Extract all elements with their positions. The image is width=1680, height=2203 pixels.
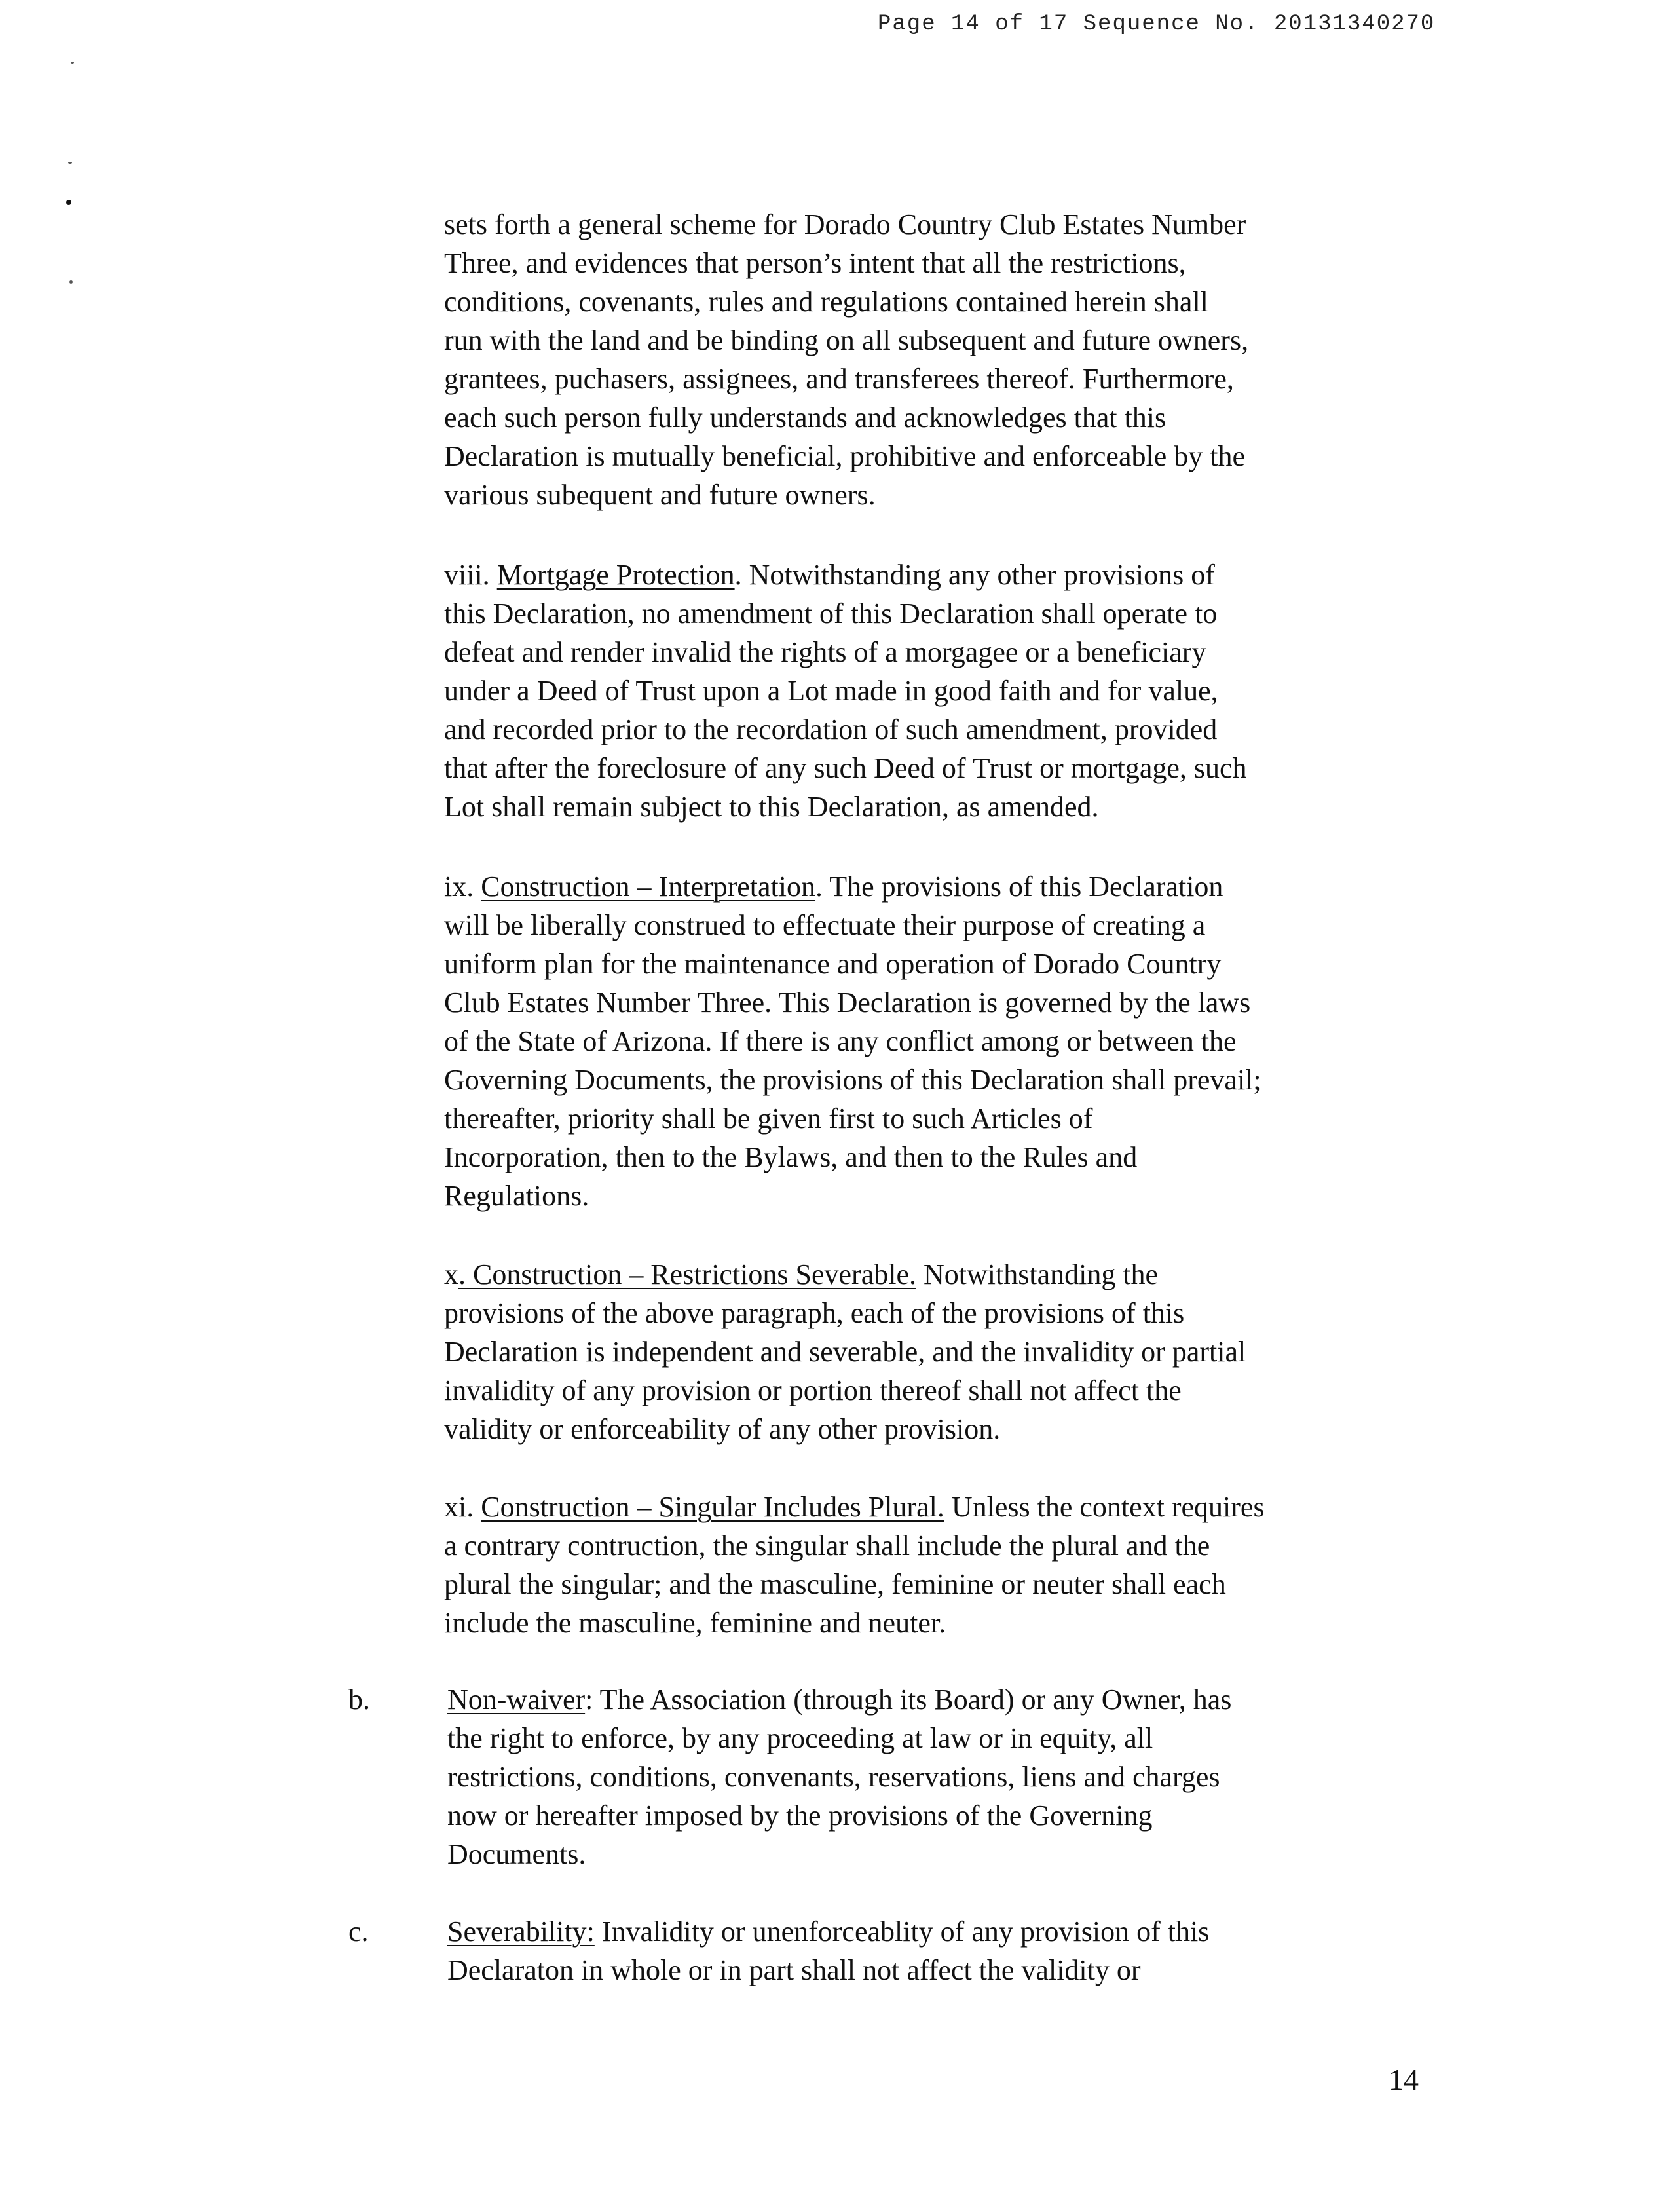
section-number: viii.	[444, 559, 497, 591]
text-line: provisions of the above paragraph, each of the provisions of this	[444, 1297, 1185, 1329]
scan-speck	[68, 162, 72, 164]
text-line: now or hereafter imposed by the provisions of the Governing	[447, 1799, 1153, 1832]
text-line	[444, 555, 1453, 594]
text-line: restrictions, conditions, convenants, reservations, liens and charges	[447, 1761, 1220, 1793]
section-viii-mortgage-protection	[444, 555, 1453, 826]
section-text: . Notwithstanding any other provisions of	[734, 559, 1215, 591]
scan-speck	[66, 200, 71, 205]
text-line: Regulations.	[444, 1180, 589, 1212]
section-heading: Construction – Singular Includes Plural.	[481, 1491, 944, 1523]
text-line	[444, 1488, 1453, 1526]
scan-speck	[69, 280, 73, 284]
section-text: Notwithstanding the	[916, 1258, 1159, 1290]
item-letter-c: c.	[348, 1915, 369, 1948]
text-line: run with the land and be binding on all subsequent and future owners,	[444, 324, 1249, 356]
text-line: grantees, puchasers, assignees, and transferees thereof. Furthermore,	[444, 363, 1234, 395]
item-letter-b: b.	[348, 1684, 370, 1716]
text-line: conditions, covenants, rules and regulations contained herein shall	[444, 286, 1208, 318]
section-text: : The Association (through its Board) or any Owner, has	[585, 1684, 1232, 1716]
text-line: a contrary contruction, the singular shall include the plural and the	[444, 1530, 1210, 1562]
text-line: thereafter, priority shall be given first to such Articles of	[444, 1102, 1093, 1135]
section-text: Unless the context requires	[944, 1491, 1265, 1523]
section-ix-construction-interpretation	[444, 867, 1453, 1215]
text-line: Declaraton in whole or in part shall not affect the validity or	[447, 1954, 1141, 1986]
text-line: various subequent and future owners.	[444, 479, 876, 511]
text-line: Three, and evidences that person’s intent that all the restrictions,	[444, 247, 1186, 279]
text-line: under a Deed of Trust upon a Lot made in good faith and for value,	[444, 675, 1218, 707]
text-line	[447, 1680, 1456, 1719]
text-line: Governing Documents, the provisions of this Declaration shall prevail;	[444, 1064, 1261, 1096]
text-line: of the State of Arizona. If there is any conflict among or between the	[444, 1025, 1237, 1057]
text-line: validity or enforceability of any other provision.	[444, 1413, 1001, 1445]
text-line: sets forth a general scheme for Dorado Country Club Estates Number	[444, 208, 1246, 240]
page-sequence-header: Page 14 of 17 Sequence No. 20131340270	[878, 12, 1436, 37]
text-line: invalidity of any provision or portion thereof shall not affect the	[444, 1374, 1182, 1406]
text-line: Declaration is mutually beneficial, prohibitive and enforceable by the	[444, 440, 1245, 472]
text-line	[447, 1912, 1456, 1951]
text-line: Declaration is independent and severable, and the invalidity or partial	[444, 1336, 1246, 1368]
text-line	[444, 867, 1453, 906]
text-line: that after the foreclosure of any such Deed of Trust or mortgage, such	[444, 752, 1247, 784]
text-line: Documents.	[447, 1838, 586, 1870]
text-line	[444, 1255, 1453, 1294]
text-line: the right to enforce, by any proceeding at law or in equity, all	[447, 1722, 1153, 1754]
section-xi-singular-includes-plural	[444, 1488, 1453, 1642]
section-number: xi.	[444, 1491, 481, 1523]
text-line: Incorporation, then to the Bylaws, and then to the Rules and	[444, 1141, 1138, 1173]
paragraph-continuation	[444, 205, 1453, 514]
section-number: ix.	[444, 871, 481, 903]
text-line: plural the singular; and the masculine, feminine or neuter shall each	[444, 1568, 1226, 1600]
section-text: . The provisions of this Declaration	[815, 871, 1223, 903]
section-text: Invalidity or unenforceablity of any provision of this	[594, 1915, 1210, 1948]
section-heading: Mortgage Protection	[496, 559, 735, 591]
text-line: each such person fully understands and acknowledges that this	[444, 402, 1167, 434]
text-line: defeat and render invalid the rights of a morgagee or a beneficiary	[444, 636, 1206, 668]
section-heading: Severability:	[447, 1915, 595, 1948]
page-number: 14	[1389, 2063, 1419, 2096]
section-number: x	[444, 1258, 458, 1290]
text-line: include the masculine, feminine and neuter.	[444, 1607, 946, 1639]
text-line: will be liberally construed to effectuate their purpose of creating a	[444, 909, 1206, 941]
text-line: Lot shall remain subject to this Declaration, as amended.	[444, 791, 1099, 823]
section-heading: . Construction – Restrictions Severable.	[458, 1258, 916, 1290]
section-heading: Construction – Interpretation	[481, 871, 816, 903]
text-line: and recorded prior to the recordation of such amendment, provided	[444, 713, 1218, 745]
section-c-severability	[447, 1912, 1456, 1989]
text-line: this Declaration, no amendment of this Declaration shall operate to	[444, 597, 1218, 630]
text-line: Club Estates Number Three. This Declaration is governed by the laws	[444, 987, 1251, 1019]
section-x-restrictions-severable	[444, 1255, 1453, 1448]
scan-speck	[71, 62, 74, 64]
text-line: uniform plan for the maintenance and operation of Dorado Country	[444, 948, 1222, 980]
section-heading: Non-waiver	[447, 1684, 586, 1716]
section-b-non-waiver	[447, 1680, 1456, 1873]
